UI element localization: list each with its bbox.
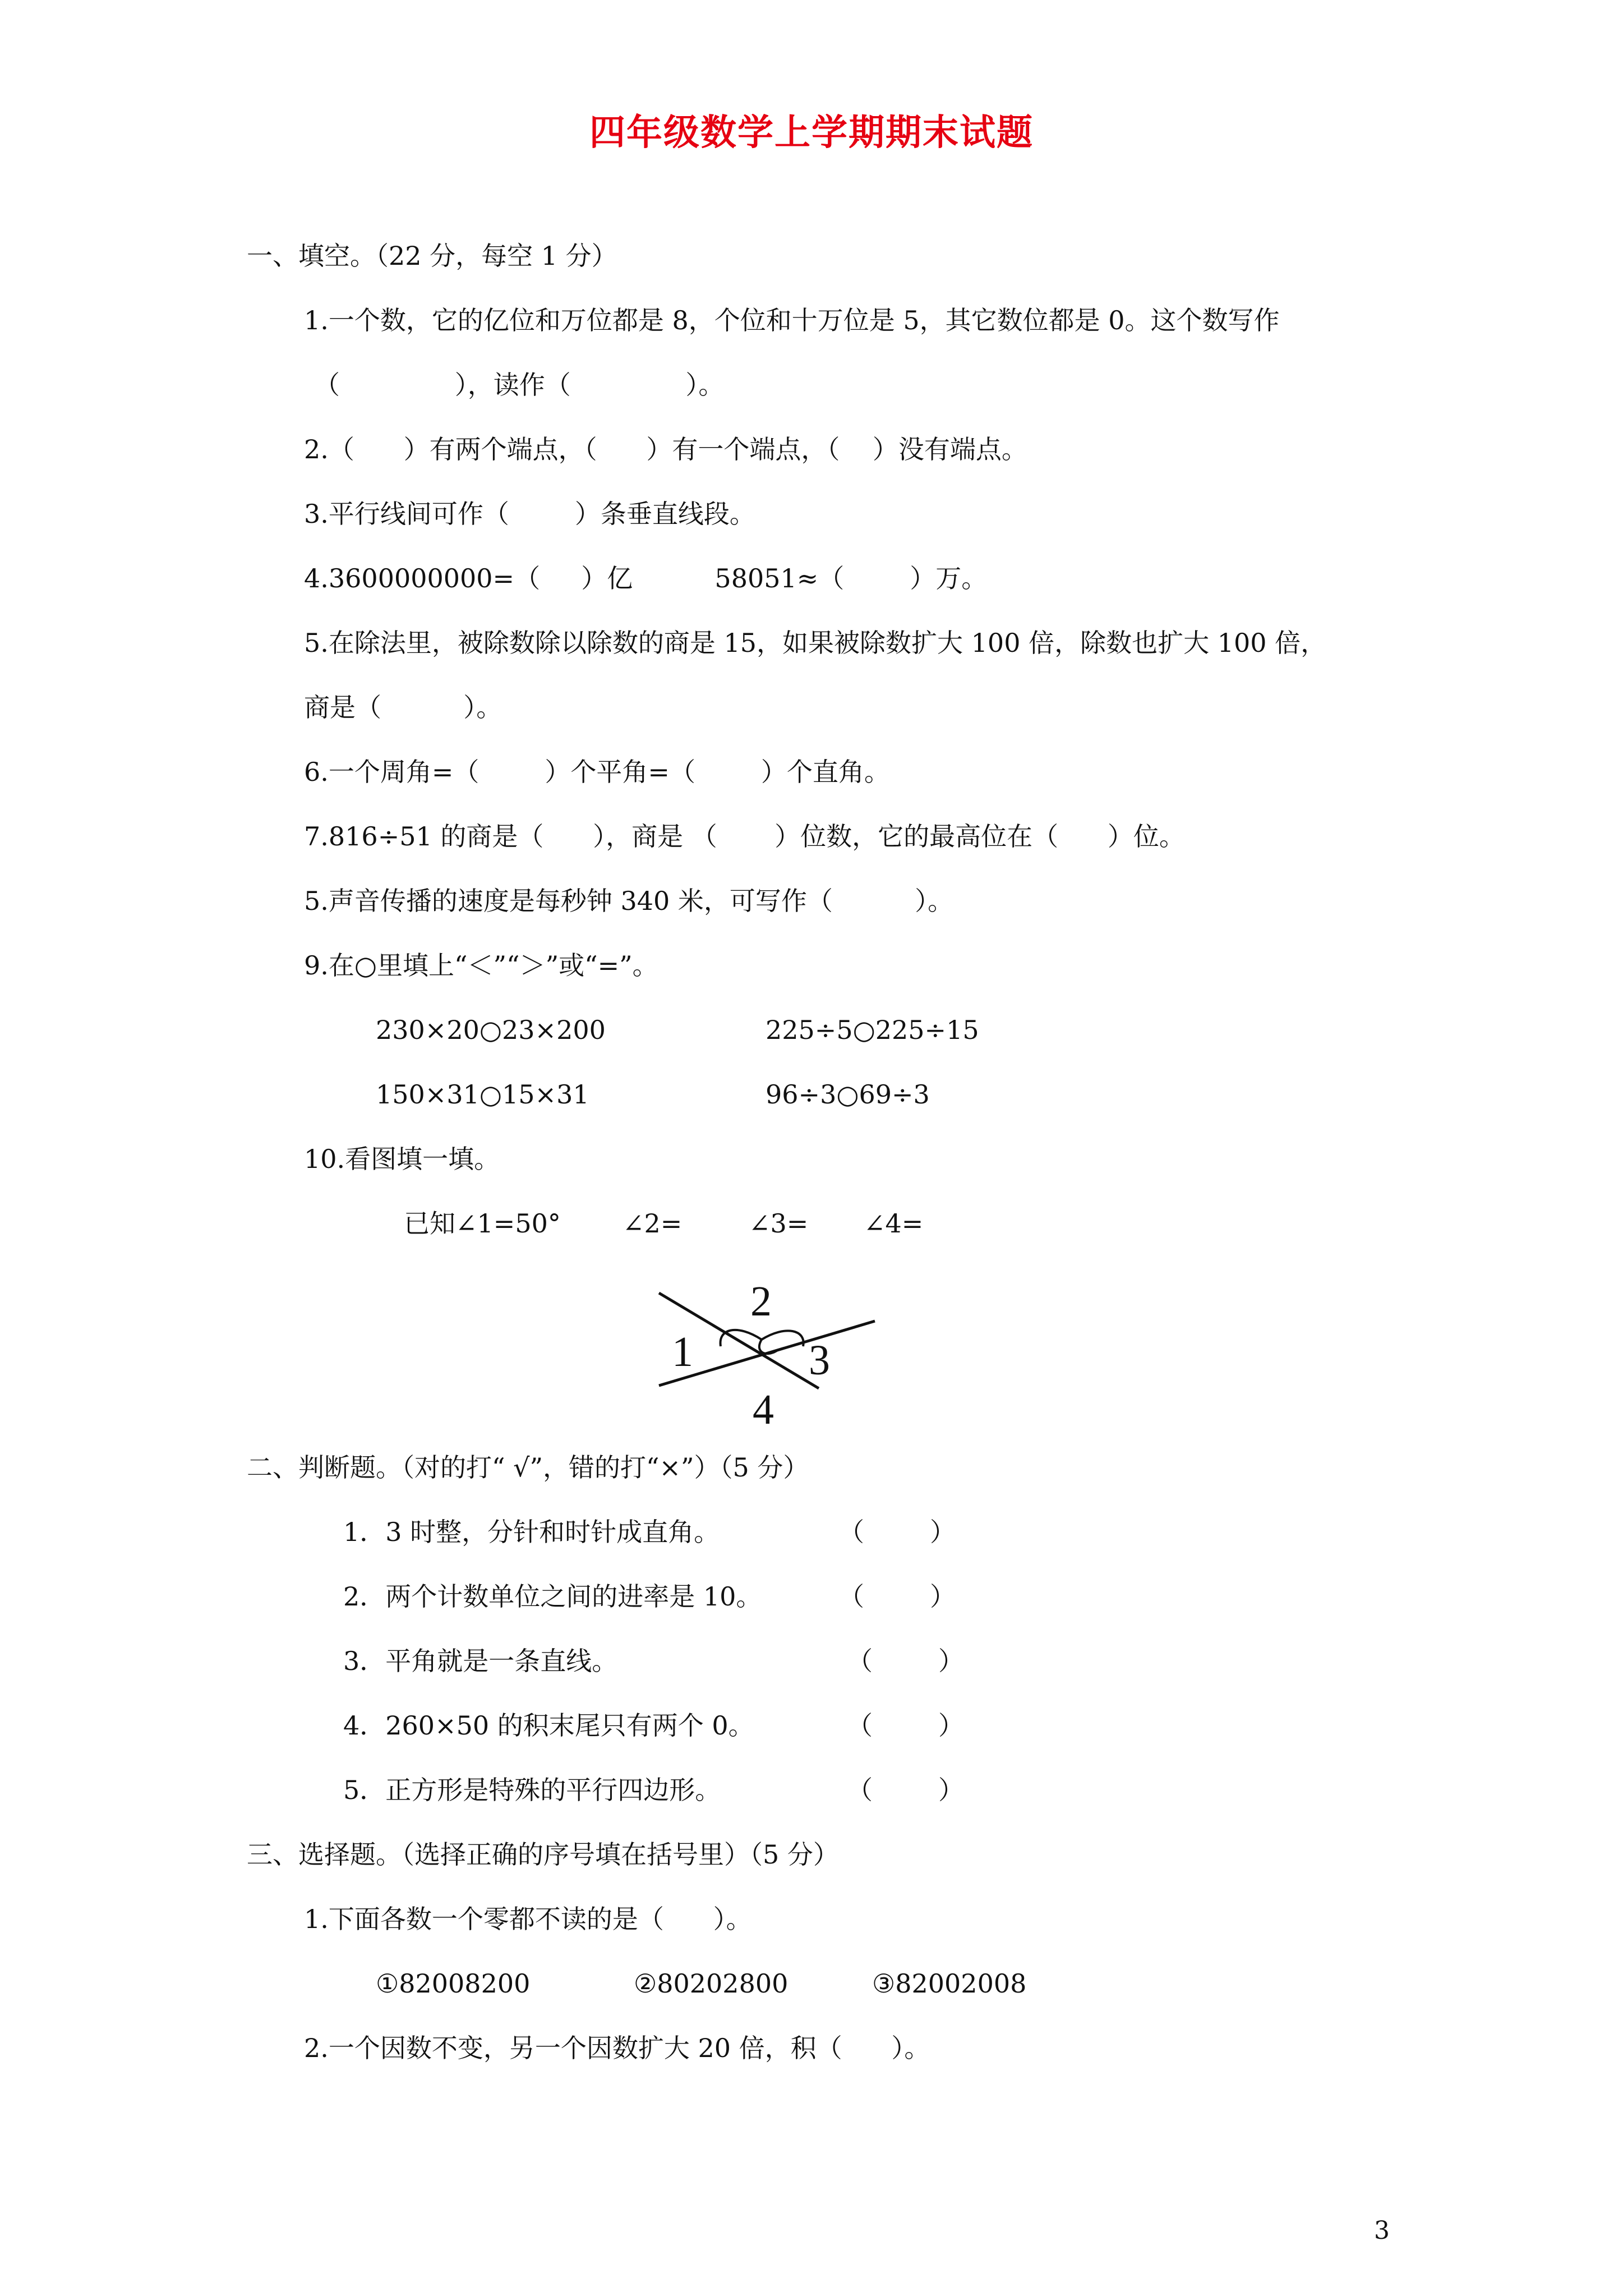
question-3: 3.平行线间可作（ ）条垂直线段。: [304, 499, 755, 529]
choice-option: ①82008200: [376, 1968, 531, 1999]
angle-4-blank: ∠4=: [864, 1208, 924, 1239]
question-2: 2.（ ）有两个端点，（ ）有一个端点，（ ）没有端点。: [304, 434, 1027, 464]
question-5-line-1: 5.在除法里，被除数除以除数的商是 15，如果被除数扩大 100 倍，除数也扩大 100 倍，: [304, 628, 1327, 658]
section-3-heading: 三、选择题。（选择正确的序号填在括号里）（5 分）: [247, 1839, 839, 1870]
angle-arc-left: [721, 1330, 762, 1346]
question-1-line-1: 1.一个数，它的亿位和万位都是 8，个位和十万位是 5，其它数位都是 0。这个数写作: [304, 305, 1280, 335]
compare-item: 150×31○15×31: [376, 1079, 589, 1110]
judge-item: 4．260×50 的积末尾只有两个 0。: [343, 1710, 754, 1741]
answer-paren: （ ）: [847, 1775, 964, 1805]
question-1-line-2: （ ），读作（ ）。: [314, 370, 725, 400]
question-8: 5.声音传播的速度是每秒钟 340 米，可写作（ ）。: [304, 886, 954, 916]
choice-question-1: 1.下面各数一个零都不读的是（ ）。: [304, 1904, 752, 1934]
judge-item: 2．两个计数单位之间的进率是 10。: [343, 1581, 762, 1612]
choice-option: ②80202800: [634, 1968, 789, 1999]
question-7: 7.816÷51 的商是（ ），商是 （ ）位数，它的最高位在（ ）位。: [304, 821, 1185, 852]
section-1-heading: 一、填空。（22 分，每空 1 分）: [247, 241, 617, 271]
judge-item: 1．3 时整，分针和时针成直角。: [343, 1517, 720, 1547]
judge-item: 3．平角就是一条直线。: [343, 1646, 618, 1676]
angle-label-3: 3: [809, 1337, 830, 1384]
choice-question-2: 2.一个因数不变，另一个因数扩大 20 倍，积（ ）。: [304, 2033, 930, 2063]
angle-label-4: 4: [753, 1386, 774, 1433]
judge-item: 5．正方形是特殊的平行四边形。: [343, 1775, 721, 1805]
compare-item: 225÷5○225÷15: [766, 1015, 979, 1045]
angle-label-1: 1: [672, 1328, 693, 1375]
answer-paren: （ ）: [847, 1710, 964, 1741]
question-10: 10.看图填一填。: [304, 1144, 500, 1174]
page-number: 3: [1374, 2216, 1390, 2245]
answer-paren: （ ）: [838, 1517, 956, 1547]
answer-paren: （ ）: [838, 1581, 956, 1612]
compare-item: 230×20○23×200: [376, 1015, 606, 1045]
page-title: 四年级数学上学期期末试题: [589, 112, 1034, 154]
intersecting-lines-figure: [651, 1273, 903, 1436]
answer-paren: （ ）: [847, 1646, 964, 1676]
angle-given: 已知∠1=50°: [404, 1208, 561, 1239]
angle-label-2: 2: [750, 1278, 772, 1325]
choice-option: ③82002008: [872, 1968, 1027, 1999]
question-5-line-2: 商是（ ）。: [304, 692, 502, 723]
section-2-heading: 二、判断题。（对的打“ √”，错的打“×”）（5 分）: [247, 1452, 809, 1483]
question-9: 9.在○里填上“＜”“＞”或“=”。: [304, 950, 658, 981]
angle-2-blank: ∠2=: [623, 1208, 683, 1239]
angle-3-blank: ∠3=: [749, 1208, 809, 1239]
question-6: 6.一个周角=（ ）个平角=（ ）个直角。: [304, 757, 890, 787]
question-4: 4.3600000000=（ ）亿 58051≈（ ）万。: [304, 563, 988, 593]
compare-item: 96÷3○69÷3: [766, 1079, 930, 1110]
